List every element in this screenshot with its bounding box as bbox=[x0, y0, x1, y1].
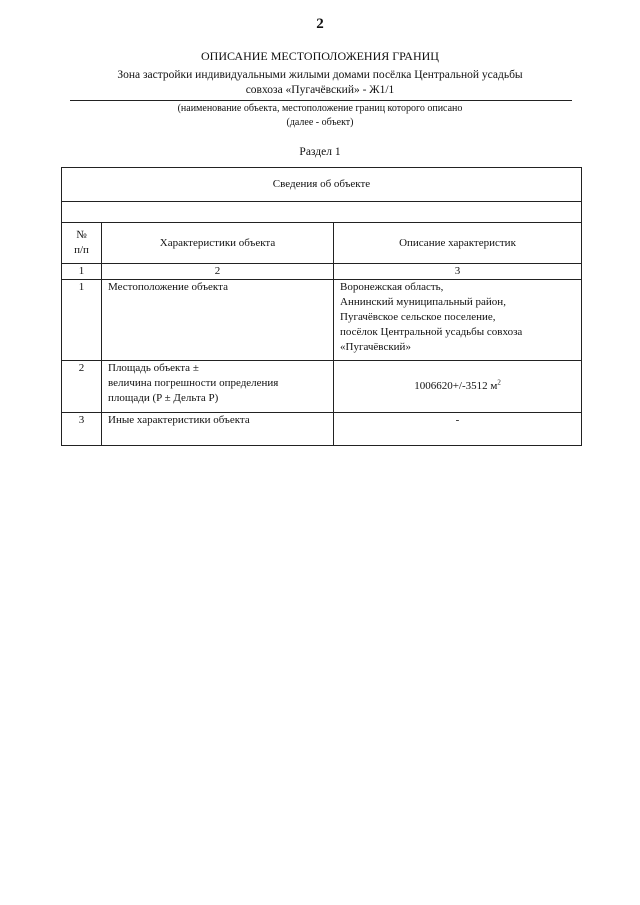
row-2-value bbox=[334, 361, 582, 413]
document-title: ОПИСАНИЕ МЕСТОПОЛОЖЕНИЯ ГРАНИЦ bbox=[201, 49, 439, 63]
row-3-value: - bbox=[334, 413, 582, 446]
underline-rule bbox=[70, 100, 572, 101]
object-name bbox=[70, 68, 570, 98]
header-num-line-1: № bbox=[76, 229, 87, 241]
area-label-line-1: Площадь объекта ± bbox=[108, 362, 199, 374]
row-2-characteristic bbox=[102, 361, 334, 413]
header-characteristics: Характеристики объекта bbox=[102, 223, 334, 264]
location-line-5: «Пугачёвский» bbox=[340, 341, 411, 353]
location-line-4: посёлок Центральной усадьбы совхоза bbox=[340, 326, 523, 338]
row-1-num: 1 bbox=[62, 280, 102, 361]
column-number-1: 1 bbox=[62, 264, 102, 280]
column-number-3: 3 bbox=[334, 264, 582, 280]
table-title-row bbox=[62, 168, 582, 202]
row-2-num: 2 bbox=[62, 361, 102, 413]
table-title: Сведения об объекте bbox=[62, 168, 582, 202]
area-label-line-2: величина погрешности определения bbox=[108, 377, 279, 389]
section-title: Раздел 1 bbox=[299, 146, 341, 158]
header-num-line-2: п/п bbox=[74, 244, 89, 256]
area-value: 1006620+/-3512 м bbox=[414, 380, 498, 392]
table-row bbox=[62, 280, 582, 361]
location-line-3: Пугачёвское сельское поселение, bbox=[340, 311, 496, 323]
table-spacer-cell bbox=[62, 202, 582, 223]
header-num bbox=[62, 223, 102, 264]
object-name-line-1: Зона застройки индивидуальными жилыми домами посёлка Центральной усадьбы bbox=[117, 69, 523, 81]
column-number-2: 2 bbox=[102, 264, 334, 280]
header-description: Описание характеристик bbox=[334, 223, 582, 264]
object-name-caption bbox=[70, 102, 570, 130]
table-row bbox=[62, 361, 582, 413]
caption-line-2: (далее - объект) bbox=[286, 117, 354, 128]
table-column-numbers-row bbox=[62, 264, 582, 280]
area-label-line-3: площади (P ± Дельта P) bbox=[108, 392, 219, 404]
row-3-characteristic: Иные характеристики объекта bbox=[102, 413, 334, 446]
row-3-num: 3 bbox=[62, 413, 102, 446]
row-1-characteristic: Местоположение объекта bbox=[102, 280, 334, 361]
location-line-2: Аннинский муниципальный район, bbox=[340, 296, 506, 308]
area-unit-superscript: 2 bbox=[497, 378, 501, 387]
location-line-1: Воронежская область, bbox=[340, 281, 444, 293]
caption-line-1: (наименование объекта, местоположение границ которого описано bbox=[177, 103, 463, 114]
row-1-value bbox=[334, 280, 582, 361]
object-info-table bbox=[61, 167, 582, 446]
table-spacer-row bbox=[62, 202, 582, 223]
page-number: 2 bbox=[316, 16, 324, 32]
object-name-line-2: совхоза «Пугачёвский» - Ж1/1 bbox=[245, 84, 395, 96]
table-header-row bbox=[62, 223, 582, 264]
table-row bbox=[62, 413, 582, 446]
